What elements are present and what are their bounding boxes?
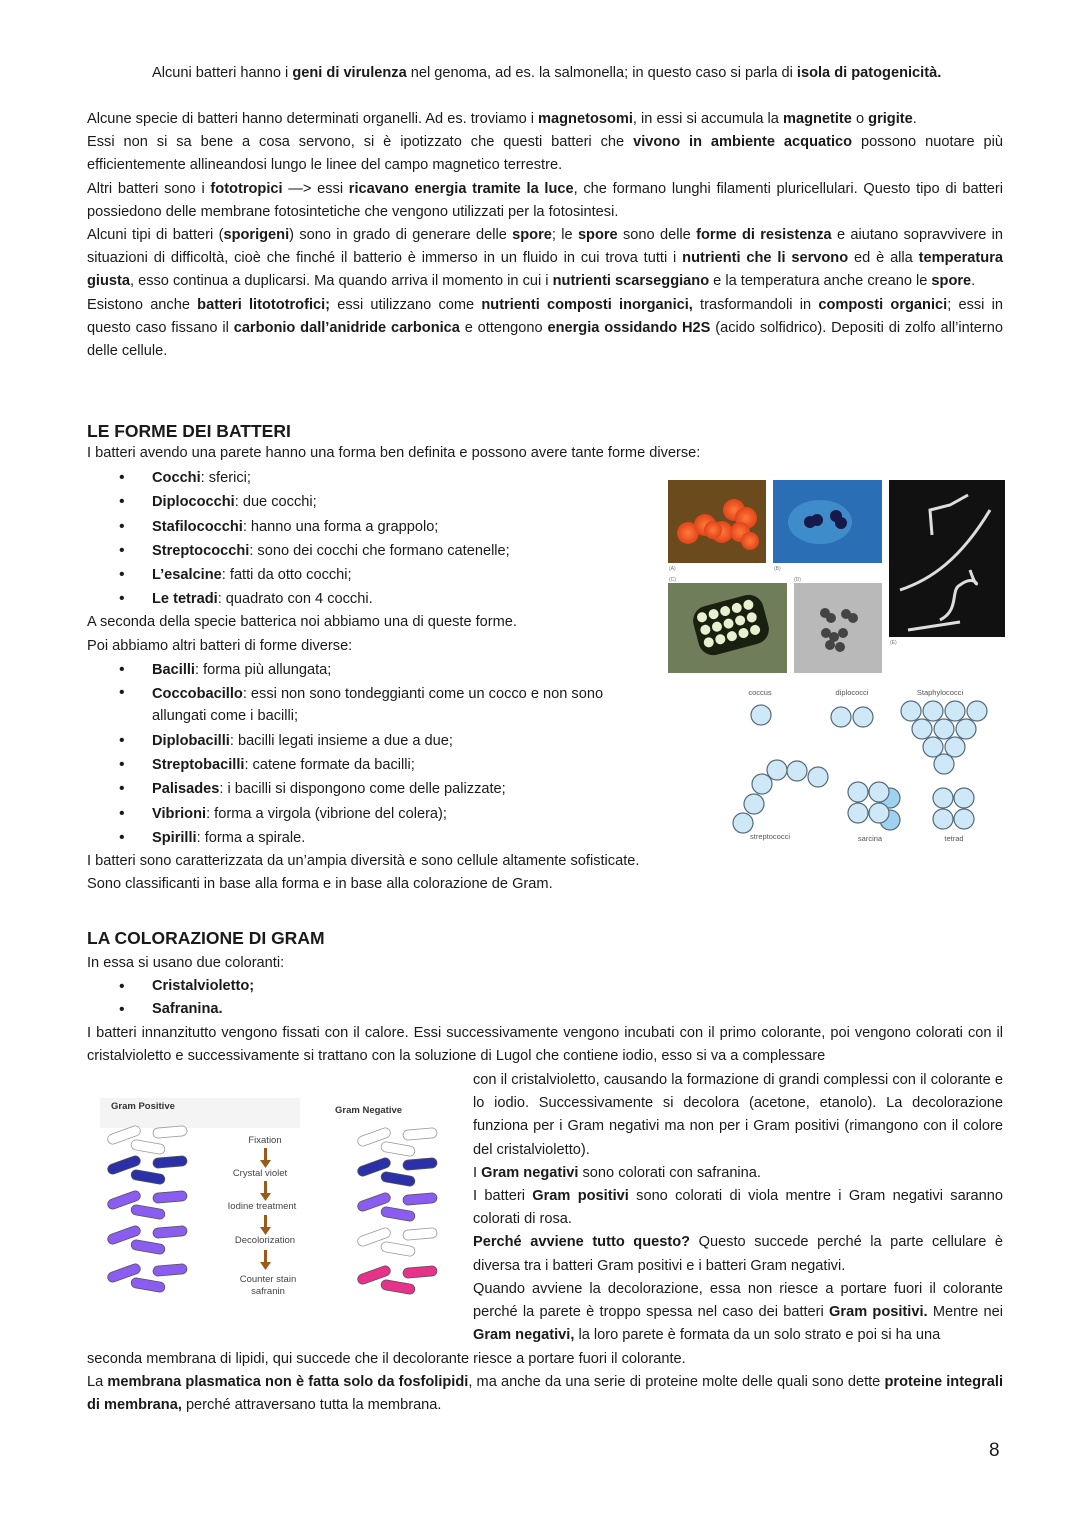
text-run: trasformandoli in (692, 296, 819, 313)
text-run: Alcune specie di batteri hanno determinati organelli. Ad es. troviamo i (87, 111, 539, 127)
text-run: Quando avviene la decolorazione, essa non riesce a portare fuori il colorante perché la parete è troppo spessa nel caso dei batteri (473, 1280, 1003, 1321)
bold-text: geni di virulenza (292, 65, 407, 81)
text-run: —> essi (282, 180, 349, 197)
bacteria-organelles-text (87, 108, 1003, 363)
bold-text: composti organici (818, 296, 948, 313)
bacterium-rod (130, 1239, 165, 1255)
bold-text: Cristalvioletto; (152, 978, 255, 995)
bold-text: Streptobacilli (152, 757, 245, 774)
bold-text: nutrienti che li servono (682, 250, 849, 267)
text-run: con il cristalvioletto, causando la formazione di grandi complessi con il colorante e lo iodio. Successivamente si decolora (acetone, etanolo). La decolorazione funziona per i Gram negativi ma non per i Gram positivi (rimangono con il colore del cristalvioletto). (473, 1072, 1003, 1158)
bacterium-rod (153, 1156, 188, 1169)
bacterium-rod (380, 1241, 415, 1257)
step-label: safranin (251, 1286, 285, 1297)
text-run: essi utilizzano come (330, 296, 482, 313)
gram-side-text (473, 1069, 1003, 1347)
cell-diagram (733, 701, 987, 833)
bacterium-rod (403, 1193, 438, 1206)
bacterium-rod (130, 1204, 165, 1220)
text-run: ; essi in questo caso fissano il (87, 296, 1003, 336)
text-run: seconda membrana di lipidi, qui succede che il decolorante riesce a portare fuori il colorante. (87, 1351, 686, 1367)
bold-text: magnetosomi (538, 111, 633, 127)
text-run: : sferici; (200, 470, 251, 487)
step-label: Fixation (248, 1135, 282, 1146)
photo-label: (E) (890, 640, 897, 646)
text-run: : quadrato con 4 cocchi. (217, 591, 373, 608)
text-run: sono delle (617, 227, 697, 244)
dyes-list (87, 975, 1003, 1021)
photo-label: (B) (774, 566, 781, 572)
bacterium-rod (130, 1169, 165, 1185)
text-run: I batteri (473, 1188, 533, 1205)
text-run: Essi non si sa bene a cosa servono, si è ipotizzato che questi batteri che (87, 134, 634, 151)
list-item (87, 729, 647, 753)
photo-label: (C) (669, 577, 676, 583)
text-paragraph (87, 178, 1003, 224)
bold-text: magnetite (782, 111, 852, 127)
text-run: , in essi si accumula la (632, 111, 783, 127)
text-run: possono nuotare più efficientemente allineandosi lungo le linee del campo magnetico terrestre. (87, 134, 1003, 174)
bold-text: Coccobacillo (152, 686, 243, 703)
label-streptococci: streptococci (749, 832, 791, 841)
list-item (87, 777, 647, 801)
micrograph-a (668, 480, 766, 563)
text-run: perché attraversano tutta la membrana. (181, 1397, 442, 1414)
bacterium-rod (403, 1158, 438, 1171)
text-run: , che formano lunghi filamenti pluricellulari. Questo tipo di batteri possiedono delle membrane fotosintetiche che vengono utilizzati per la fotosintesi. (87, 180, 1003, 220)
bold-text: Gram positivi. (829, 1304, 928, 1321)
text-paragraph (152, 62, 1012, 85)
page-number: 8 (989, 1440, 1000, 1461)
bold-text: Perché avviene tutto questo? (473, 1234, 691, 1251)
bold-text: Le tetradi (152, 591, 218, 608)
bacterium-rod (403, 1228, 438, 1241)
bold-text: sporigeni (223, 227, 290, 244)
label-sarcina: sarcina (857, 834, 883, 843)
text-run: ) sono in grado di generare delle (289, 227, 513, 244)
photo-label: (A) (669, 566, 676, 572)
bold-text: forme di resistenza (696, 227, 832, 244)
bold-text: Bacilli (152, 661, 195, 678)
text-run: . (971, 273, 976, 290)
text-run: I batteri innanzitutto vengono fissati con il calore. Essi successivamente vengono incubati con il primo colorante, poi vengono colorati con il cristalvioletto e successivamente si trattano con la soluzione di Lugol che contiene iodio, esso si va a complessare (87, 1024, 1003, 1064)
section-heading-gram: LA COLORAZIONE DI GRAM (87, 928, 325, 948)
bacterium-rod (380, 1141, 415, 1157)
text-run: Altri batteri sono i (87, 180, 211, 197)
list-item (87, 658, 647, 682)
text-line: A seconda della specie batterica noi abbiamo una di queste forme. (87, 614, 517, 631)
section2-body (87, 952, 1003, 1068)
text-run: o (851, 111, 869, 127)
text-run: , ma anche da una serie di proteine molte delle quali sono dette (468, 1374, 885, 1391)
bold-text: energia ossidando H2S (547, 319, 711, 336)
bold-text: Vibrioni (152, 805, 207, 822)
text-run: nel genoma, ad es. la salmonella; in questo caso si parla di (406, 65, 797, 81)
bold-text: Gram negativi, (473, 1327, 575, 1344)
text-paragraph (87, 108, 1003, 131)
text-paragraph (473, 1162, 1003, 1185)
list-item (87, 802, 647, 826)
text-line: I batteri sono caratterizzata da un’ampia diversità e sono cellule altamente sofisticate. (87, 853, 640, 870)
bacterium-rod (130, 1277, 165, 1293)
bold-text: isola di patogenicità. (796, 65, 942, 81)
bold-text: proteine integrali di membrana, (87, 1374, 1003, 1414)
section1-intro: I batteri avendo una parete hanno una forma ben definita e possono avere tante forme diverse: (87, 445, 701, 461)
text-run: e ottengono (459, 319, 548, 336)
bold-text: spore (931, 273, 972, 290)
other-shapes-list (87, 658, 647, 850)
text-run: : forma a virgola (vibrione del colera); (206, 805, 447, 822)
gram-paragraph (87, 1022, 1003, 1068)
text-paragraph (87, 224, 1003, 294)
list-item (87, 975, 1003, 998)
label-coccus: coccus (748, 688, 772, 697)
text-run: Mentre nei (927, 1304, 1003, 1321)
intro-paragraph (152, 62, 1012, 85)
bold-text: nutrienti scarseggiano (552, 273, 710, 290)
step-label: Counter stain (239, 1274, 297, 1285)
bold-text: Palisades (152, 781, 220, 798)
step-label: Crystal violet (232, 1168, 288, 1179)
bold-text: batteri litototrofici; (197, 296, 331, 313)
text-run: : hanno una forma a grappolo; (242, 518, 439, 535)
bold-text: Diplococchi (152, 494, 235, 511)
text-run: . (912, 111, 917, 127)
step-label: Decolorization (234, 1235, 296, 1246)
bacterium-rod (380, 1171, 415, 1187)
bold-text: Stafilococchi (152, 518, 243, 535)
text-run: , esso continua a duplicarsi. Ma quando arriva il momento in cui i (129, 273, 553, 290)
text-run: sono colorati di viola mentre i Gram negativi saranno colorati di rosa. (473, 1188, 1004, 1228)
text-run: sono colorati con safranina. (578, 1164, 761, 1181)
text-paragraph (473, 1231, 1003, 1277)
text-run: Alcuni batteri hanno i (152, 65, 293, 81)
bold-text: spore (577, 227, 618, 244)
gram-stain-figure (95, 1090, 445, 1305)
bold-text: vivono in ambiente acquatico (633, 134, 853, 151)
photo-label: (D) (794, 577, 801, 583)
text-run: : sono dei cocchi che formano catenelle; (249, 542, 510, 559)
text-line: Sono classificanti in base alla forma e in base alla colorazione de Gram. (87, 876, 553, 893)
section-heading-forme: LE FORME DEI BATTERI (87, 421, 291, 441)
bold-text: spore (512, 227, 552, 244)
bold-text: membrana plasmatica non è fatta solo da fosfolipidi (107, 1374, 469, 1391)
gram-negative-label: Gram Negative (335, 1105, 403, 1116)
bold-text: fototropici (210, 180, 283, 197)
bacterium-rod (153, 1191, 188, 1204)
bold-text: Streptococchi (152, 542, 250, 559)
text-run: ; le (551, 227, 578, 244)
text-run: Alcuni tipi di batteri ( (87, 227, 224, 244)
text-paragraph (87, 1348, 1003, 1371)
step-label: Iodine treatment (227, 1201, 297, 1212)
text-run: : bacilli legati insieme a due a due; (229, 733, 453, 750)
text-run: e la temperatura anche creano le (709, 273, 932, 290)
text-run: Questo succede perché la parte cellulare è diversa tra i batteri Gram positivi e i batteri Gram negativi. (473, 1234, 1004, 1274)
gram-positive-label: Gram Positive (111, 1101, 175, 1112)
bacteria-shapes-figure (660, 470, 1020, 850)
list-item (87, 998, 1003, 1021)
bold-text: ricavano energia tramite la luce (348, 180, 574, 197)
bacterium-rod (153, 1226, 188, 1239)
text-run: : essi non sono tondeggianti come un cocco e non sono allungati come i bacilli; (152, 686, 604, 725)
bold-text: temperatura giusta (87, 250, 1003, 290)
list-item (87, 682, 647, 729)
bold-text: Diplobacilli (152, 733, 230, 750)
bold-text: grigite (868, 111, 913, 127)
text-paragraph (473, 1069, 1003, 1162)
text-paragraph (473, 1185, 1003, 1231)
list-item (87, 826, 647, 850)
micrograph-e (889, 480, 1005, 637)
bacterium-rod (403, 1266, 438, 1279)
text-line: Poi abbiamo altri batteri di forme diverse: (87, 637, 353, 654)
micrograph-b (773, 480, 882, 563)
section2-intro: In essa si usano due coloranti: (87, 955, 285, 971)
text-paragraph (473, 1278, 1003, 1348)
bold-text: carbonio dall’anidride carbonica (233, 319, 460, 336)
text-run: : due cocchi; (234, 494, 317, 511)
text-run: e aiutano sopravvivere in situazioni di difficoltà, cioè che finché il batterio è immerso in un fluido in cui trova tutti i (87, 227, 1003, 267)
bacterium-rod (380, 1206, 415, 1222)
bold-text: Cocchi (152, 470, 201, 487)
bacterium-rod (130, 1139, 165, 1155)
bold-text: Gram negativi (481, 1164, 579, 1181)
bacterium-rod (403, 1128, 438, 1141)
text-run: : forma a spirale. (196, 829, 306, 846)
bold-text: Safranina. (152, 1001, 223, 1018)
text-paragraph (87, 294, 1003, 364)
text-run: Esistono anche (87, 296, 198, 313)
text-run: La (87, 1374, 108, 1391)
bold-text: Spirilli (152, 829, 197, 846)
label-staphylococci: Staphylococci (916, 688, 964, 697)
text-paragraph (87, 1371, 1003, 1417)
text-run: I (473, 1164, 482, 1181)
text-run: ed è alla (848, 250, 919, 267)
text-run: (acido solfidrico). Depositi di zolfo all’interno delle cellule. (87, 319, 1004, 360)
list-item (87, 753, 647, 777)
bold-text: Gram positivi (532, 1188, 629, 1205)
micrograph-d (794, 583, 882, 673)
label-tetrad: tetrad (944, 834, 964, 843)
bacterium-rod (153, 1264, 188, 1277)
text-run: : forma più allungata; (195, 661, 332, 678)
text-paragraph (87, 131, 1003, 177)
text-run: : i bacilli si dispongono come delle palizzate; (219, 781, 506, 798)
text-run: la loro parete è formata da un solo strato e poi si ha una (574, 1327, 941, 1344)
text-run: : catene formate da bacilli; (244, 757, 415, 774)
gram-after-text (87, 1348, 1003, 1418)
label-diplococci: diplococci (835, 688, 869, 697)
bold-text: nutrienti composti inorganici, (481, 296, 693, 313)
bold-text: L’esalcine (152, 567, 222, 584)
bacterium-rod (380, 1279, 415, 1295)
text-run: : fatti da otto cocchi; (221, 567, 352, 584)
micrograph-c (668, 583, 787, 673)
